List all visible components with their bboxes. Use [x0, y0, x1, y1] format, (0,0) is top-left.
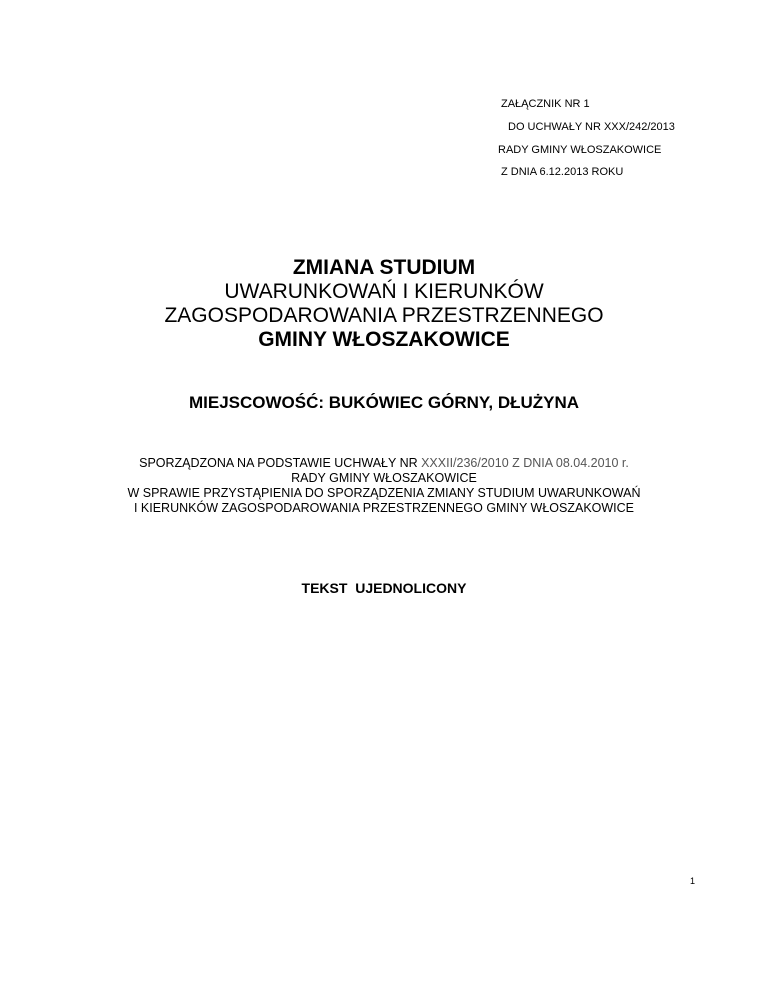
title-line-3: ZAGOSPODAROWANIA PRZESTRZENNEGO — [164, 304, 604, 327]
unified-text-label: TEKST UJEDNOLICONY — [301, 580, 467, 596]
annex-date: Z DNIA 6.12.2013 ROKU — [501, 166, 624, 178]
basis-line-2: RADY GMINY WŁOSZAKOWICE — [291, 471, 477, 485]
document-title — [0, 256, 768, 352]
title-line-2: UWARUNKOWAŃ I KIERUNKÓW — [224, 280, 544, 303]
locality-heading: MIEJSCOWOŚĆ: BUKÓWIEC GÓRNY, DŁUŻYNA — [188, 393, 580, 412]
legal-basis — [0, 456, 768, 516]
basis-resolution: XXXII/236/2010 Z DNIA 08.04.2010 r. — [421, 456, 629, 470]
page-number: 1 — [690, 876, 696, 886]
annex-number: ZAŁĄCZNIK NR 1 — [501, 98, 590, 110]
title-line-4: GMINY WŁOSZAKOWICE — [258, 328, 510, 351]
basis-prefix: SPORZĄDZONA NA PODSTAWIE UCHWAŁY NR — [139, 456, 422, 470]
basis-line-3: W SPRAWIE PRZYSTĄPIENIA DO SPORZĄDZENIA ZMIANY STUDIUM UWARUNKOWAŃ — [127, 486, 641, 500]
annex-resolution: DO UCHWAŁY NR XXX/242/2013 — [508, 121, 675, 133]
basis-line-4: I KIERUNKÓW ZAGOSPODAROWANIA PRZESTRZENNEGO GMINY WŁOSZAKOWICE — [133, 501, 635, 515]
title-line-1: ZMIANA STUDIUM — [292, 256, 476, 279]
basis-line-1 — [0, 456, 768, 471]
annex-council: RADY GMINY WŁOSZAKOWICE — [498, 144, 662, 156]
